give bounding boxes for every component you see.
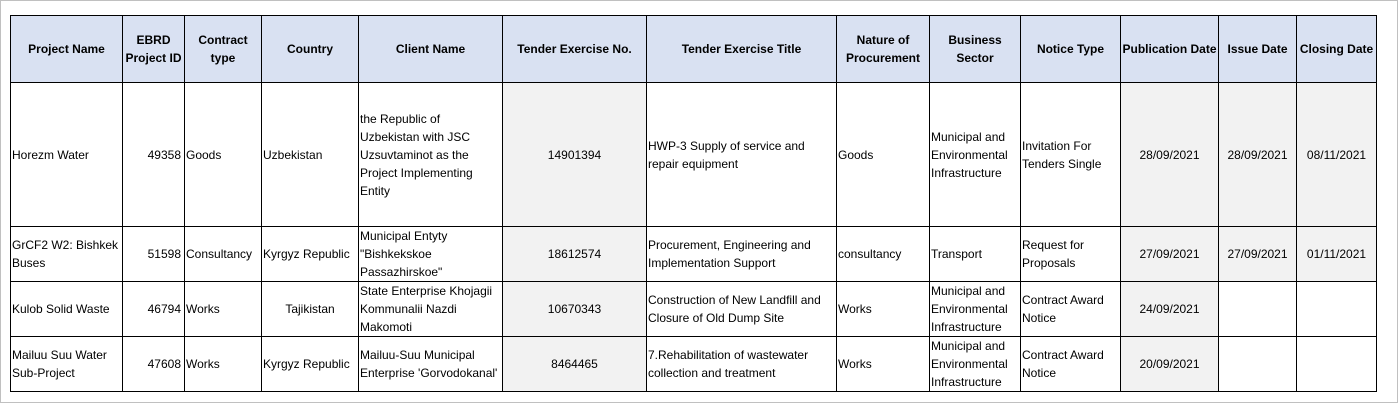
procurement-notices-table [10, 15, 1377, 392]
cell-publication-date[interactable]: 24/09/2021 [1121, 282, 1219, 337]
cell-country[interactable]: Kyrgyz Republic [262, 227, 359, 282]
cell-country[interactable]: Tajikistan [262, 282, 359, 337]
cell-country[interactable]: Uzbekistan [262, 83, 359, 227]
header-ebrd-project-id[interactable]: EBRD Project ID [123, 16, 185, 83]
header-closing-date[interactable]: Closing Date [1297, 16, 1377, 83]
header-issue-date[interactable]: Issue Date [1219, 16, 1297, 83]
cell-business-sector[interactable]: Municipal and Environmental Infrastructure [930, 282, 1021, 337]
cell-country[interactable]: Kyrgyz Republic [262, 337, 359, 392]
cell-project-name[interactable]: GrCF2 W2: Bishkek Buses [11, 227, 123, 282]
cell-ebrd-project-id[interactable]: 47608 [123, 337, 185, 392]
header-row [11, 16, 1377, 83]
cell-business-sector[interactable]: Municipal and Environmental Infrastructure [930, 83, 1021, 227]
cell-publication-date[interactable]: 20/09/2021 [1121, 337, 1219, 392]
cell-tender-no[interactable]: 18612574 [503, 227, 647, 282]
cell-nature-of-procurement[interactable]: Works [837, 282, 930, 337]
header-nature-of-procurement[interactable]: Nature of Procurement [837, 16, 930, 83]
cell-project-name[interactable]: Kulob Solid Waste [11, 282, 123, 337]
cell-tender-no[interactable]: 14901394 [503, 83, 647, 227]
cell-notice-type[interactable]: Invitation For Tenders Single [1021, 83, 1121, 227]
table-row [11, 83, 1377, 227]
cell-business-sector[interactable]: Transport [930, 227, 1021, 282]
cell-publication-date[interactable]: 28/09/2021 [1121, 83, 1219, 227]
cell-contract-type[interactable]: Works [185, 337, 262, 392]
cell-ebrd-project-id[interactable]: 49358 [123, 83, 185, 227]
cell-contract-type[interactable]: Works [185, 282, 262, 337]
cell-client-name[interactable]: Mailuu-Suu Municipal Enterprise 'Gorvodokanal' [359, 337, 503, 392]
cell-nature-of-procurement[interactable]: Goods [837, 83, 930, 227]
cell-tender-title[interactable]: 7.Rehabilitation of wastewater collection and treatment [647, 337, 837, 392]
cell-closing-date[interactable]: 01/11/2021 [1297, 227, 1377, 282]
cell-nature-of-procurement[interactable]: Works [837, 337, 930, 392]
header-publication-date[interactable]: Publication Date [1121, 16, 1219, 83]
cell-project-name[interactable]: Horezm Water [11, 83, 123, 227]
header-business-sector[interactable]: Business Sector [930, 16, 1021, 83]
cell-issue-date[interactable] [1219, 282, 1297, 337]
table-row [11, 282, 1377, 337]
cell-issue-date[interactable] [1219, 337, 1297, 392]
cell-client-name[interactable]: the Republic of Uzbekistan with JSC Uzsuvtaminot as the Project Implementing Entity [359, 83, 503, 227]
cell-client-name[interactable]: State Enterprise Khojagii Kommunalii Nazdi Makomoti [359, 282, 503, 337]
cell-notice-type[interactable]: Contract Award Notice [1021, 282, 1121, 337]
cell-contract-type[interactable]: Consultancy [185, 227, 262, 282]
header-notice-type[interactable]: Notice Type [1021, 16, 1121, 83]
cell-tender-title[interactable]: Construction of New Landfill and Closure of Old Dump Site [647, 282, 837, 337]
header-tender-title[interactable]: Tender Exercise Title [647, 16, 837, 83]
header-tender-no[interactable]: Tender Exercise No. [503, 16, 647, 83]
cell-notice-type[interactable]: Contract Award Notice [1021, 337, 1121, 392]
header-contract-type[interactable]: Contract type [185, 16, 262, 83]
header-project-name[interactable]: Project Name [11, 16, 123, 83]
cell-tender-no[interactable]: 8464465 [503, 337, 647, 392]
cell-nature-of-procurement[interactable]: consultancy [837, 227, 930, 282]
table-row [11, 227, 1377, 282]
cell-ebrd-project-id[interactable]: 46794 [123, 282, 185, 337]
cell-tender-title[interactable]: Procurement, Engineering and Implementation Support [647, 227, 837, 282]
cell-project-name[interactable]: Mailuu Suu Water Sub-Project [11, 337, 123, 392]
cell-issue-date[interactable]: 27/09/2021 [1219, 227, 1297, 282]
cell-business-sector[interactable]: Municipal and Environmental Infrastructure [930, 337, 1021, 392]
cell-client-name[interactable]: Municipal Entyty "Bishkekskoe Passazhirskoe" [359, 227, 503, 282]
cell-tender-no[interactable]: 10670343 [503, 282, 647, 337]
cell-closing-date[interactable] [1297, 337, 1377, 392]
cell-notice-type[interactable]: Request for Proposals [1021, 227, 1121, 282]
cell-contract-type[interactable]: Goods [185, 83, 262, 227]
cell-tender-title[interactable]: HWP-3 Supply of service and repair equipment [647, 83, 837, 227]
cell-publication-date[interactable]: 27/09/2021 [1121, 227, 1219, 282]
header-client-name[interactable]: Client Name [359, 16, 503, 83]
cell-ebrd-project-id[interactable]: 51598 [123, 227, 185, 282]
cell-issue-date[interactable]: 28/09/2021 [1219, 83, 1297, 227]
table-row [11, 337, 1377, 392]
header-country[interactable]: Country [262, 16, 359, 83]
cell-closing-date[interactable] [1297, 282, 1377, 337]
cell-closing-date[interactable]: 08/11/2021 [1297, 83, 1377, 227]
